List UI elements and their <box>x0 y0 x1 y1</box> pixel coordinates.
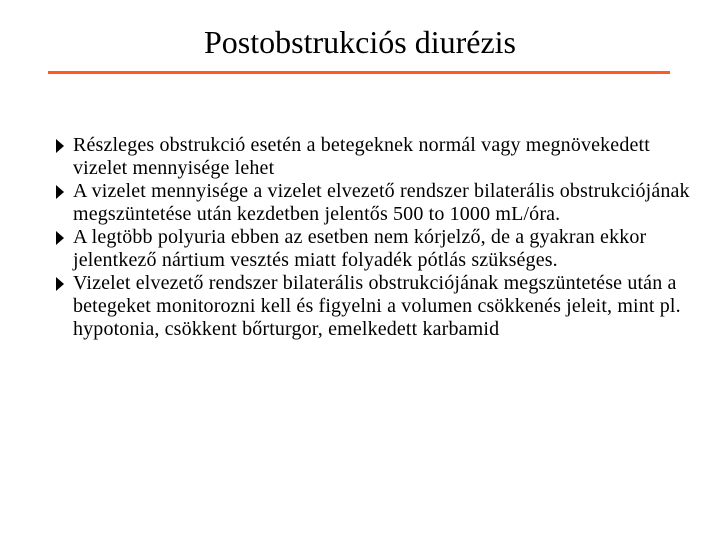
triangle-right-icon <box>56 185 64 199</box>
bullet-item <box>55 180 695 226</box>
bullet-text: Vizelet elvezető rendszer bilaterális obstrukciójának megszüntetése után a betegeket monitorozni kell és figyelni a volumen csökkenés jeleit, mint pl. hypotonia, csökkent bőrturgor, emelkedett karbamid <box>73 272 681 340</box>
triangle-right-icon <box>56 277 64 291</box>
bullet-item <box>55 134 695 180</box>
bullet-text: A legtöbb polyuria ebben az esetben nem kórjelző, de a gyakran ekkor jelentkező nártium vesztés miatt folyadék pótlás szükséges. <box>73 226 647 271</box>
triangle-right-icon <box>56 231 64 245</box>
bullet-list <box>55 134 695 341</box>
bullet-text: A vizelet mennyisége a vizelet elvezető rendszer bilaterális obstrukciójának megszüntetése után kezdetben jelentős 500 to 1000 mL/óra. <box>73 180 690 225</box>
bullet-item <box>55 226 695 272</box>
bullet-item <box>55 272 695 341</box>
title-underline <box>48 71 670 74</box>
triangle-right-icon <box>56 139 64 153</box>
bullet-text: Részleges obstrukció esetén a betegeknek normál vagy megnövekedett vizelet mennyisége lehet <box>73 134 650 179</box>
slide-title: Postobstrukciós diurézis <box>204 24 516 60</box>
